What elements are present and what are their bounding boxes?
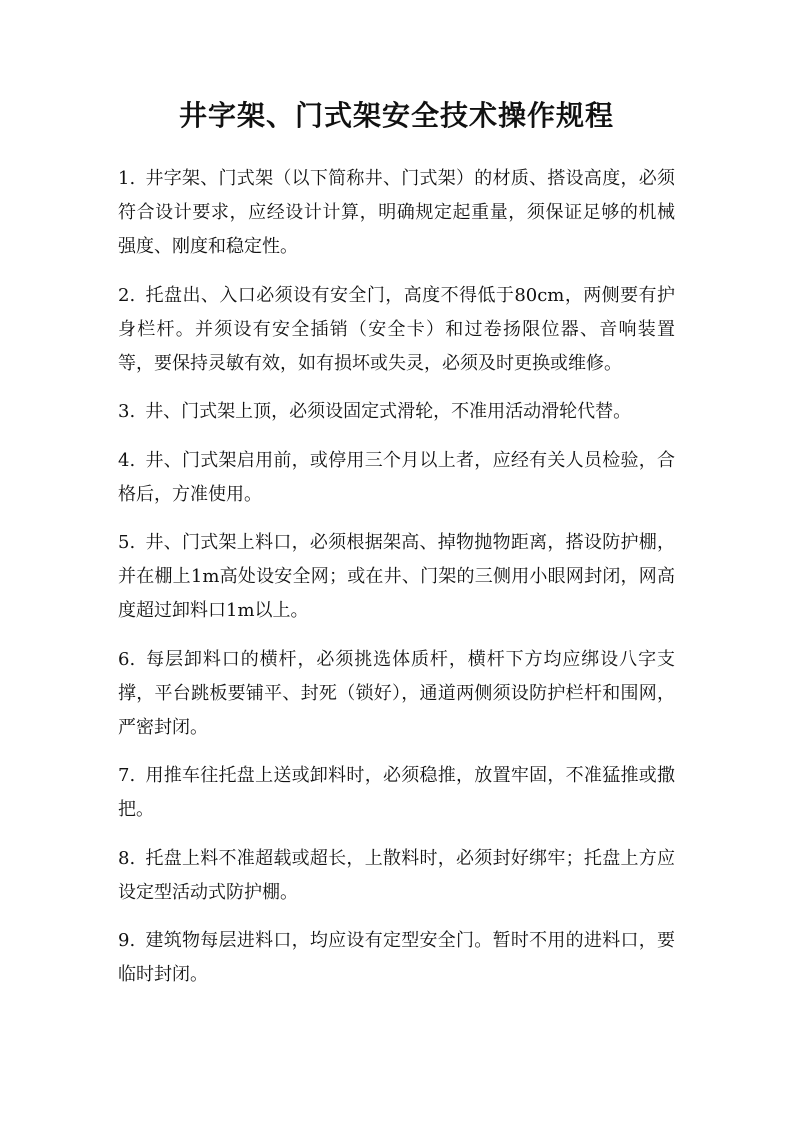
- rule-text: 托盘上料不准超载或超长，上散料时，必须封好绑牢；托盘上方应设定型活动式防护棚。: [118, 847, 675, 903]
- rule-text: 井、门式架上顶，必须设固定式滑轮，不准用活动滑轮代替。: [145, 401, 632, 422]
- rule-number: 7.: [118, 765, 136, 786]
- rule-item: [118, 162, 675, 264]
- rule-number: 3.: [118, 401, 136, 422]
- rule-number: 4.: [118, 449, 136, 471]
- rule-text: 井、门式架上料口，必须根据架高、掉物抛物距离，搭设防护棚，并在棚上1m高处设安全网；或在井、门架的三侧用小眼网封闭，网高度超过卸料口1m以上。: [118, 532, 675, 621]
- rule-item: [118, 759, 675, 827]
- rule-item: [118, 279, 675, 381]
- rule-number: 5.: [118, 532, 136, 553]
- rule-number: 1.: [118, 168, 136, 189]
- rule-number: 8.: [118, 847, 136, 869]
- rule-text: 每层卸料口的横杆，必须挑选体质杆，横杆下方均应绑设八字支撑，平台跳板要铺平、封死（锁好），通道两侧须设防护栏杆和围网，严密封闭。: [118, 648, 675, 738]
- rule-item: [118, 924, 675, 992]
- rule-text: 建筑物每层进料口，均应设有定型安全门。暂时不用的进料口，要临时封闭。: [118, 930, 675, 985]
- rule-item: [118, 842, 675, 910]
- rule-number: 2.: [118, 284, 136, 306]
- rule-item: [118, 643, 675, 745]
- rule-number: 6.: [118, 648, 136, 670]
- rule-item: [118, 526, 675, 628]
- rule-item: [118, 444, 675, 512]
- rule-list: [118, 162, 675, 992]
- rule-text: 托盘出、入口必须设有安全门，高度不得低于80cm，两侧要有护身栏杆。并须设有安全插销（安全卡）和过卷扬限位器、音响装置等，要保持灵敏有效，如有损坏或失灵，必须及时更换或维修。: [118, 284, 675, 374]
- rule-text: 井字架、门式架（以下简称井、门式架）的材质、搭设高度，必须符合设计要求，应经设计计算，明确规定起重量，须保证足够的机械强度、刚度和稳定性。: [118, 168, 675, 257]
- rule-item: [118, 395, 675, 429]
- rule-text: 井、门式架启用前，或停用三个月以上者，应经有关人员检验，合格后，方准使用。: [118, 449, 675, 505]
- document-title: 井字架、门式架安全技术操作规程: [178, 99, 614, 132]
- rule-number: 9.: [118, 930, 136, 951]
- rule-text: 用推车往托盘上送或卸料时，必须稳推，放置牢固，不准猛推或撒把。: [118, 765, 675, 820]
